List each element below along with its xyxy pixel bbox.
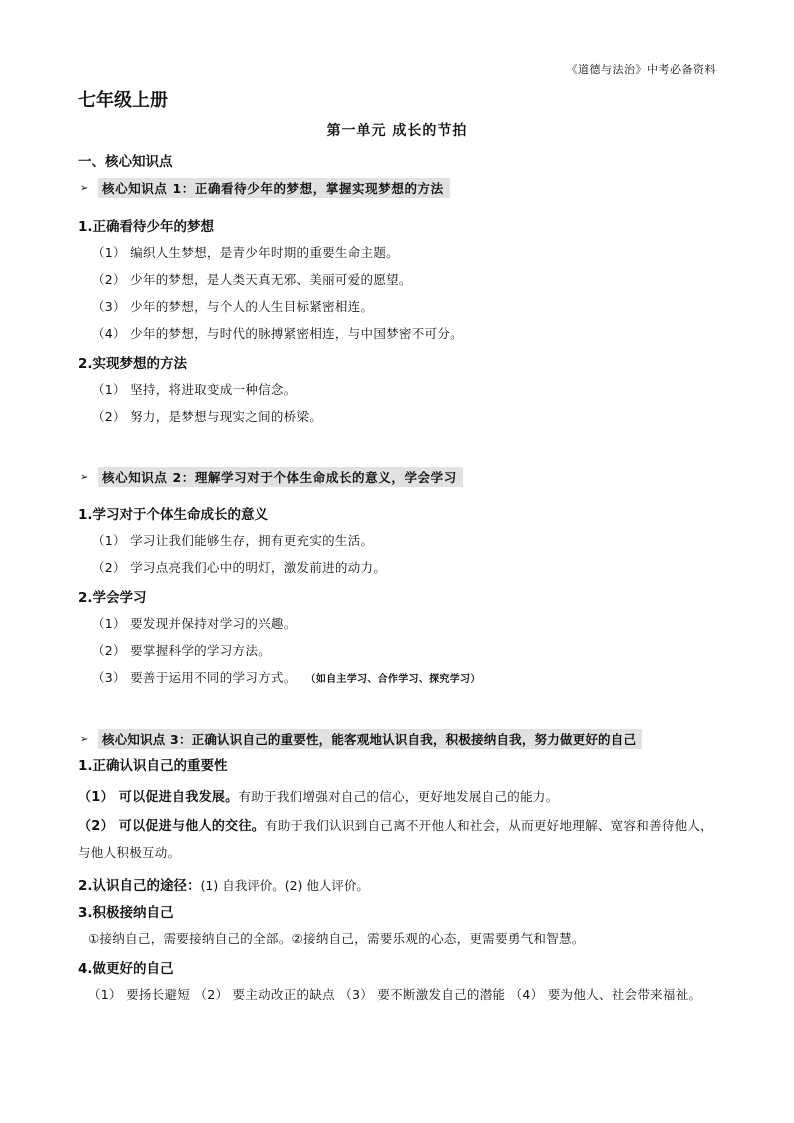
arrow-bullet-icon: ➢ bbox=[80, 471, 89, 483]
paragraph bbox=[78, 786, 718, 805]
subheading: 2.实现梦想的方法 bbox=[78, 356, 188, 372]
subheading: 1.正确认识自己的重要性 bbox=[78, 758, 228, 774]
knowledge-point-label: 核心知识点 3：正确认识自己的重要性，能客观地认识自我，积极接纳自我，努力做更好的自己 bbox=[98, 729, 642, 749]
subheading bbox=[78, 874, 369, 894]
subheading: 2.学会学习 bbox=[78, 590, 147, 606]
list-item: （2） 学习点亮我们心中的明灯，激发前进的动力。 bbox=[92, 560, 387, 575]
running-header: 《道德与法治》中考必备资料 bbox=[566, 63, 716, 76]
arrow-bullet-icon: ➢ bbox=[80, 733, 89, 745]
paragraph-lead: （1） 可以促进自我发展。 bbox=[78, 790, 239, 805]
list-item-note: （如自主学习、合作学习、探究学习） bbox=[310, 674, 481, 685]
list-item: （2） 少年的梦想，是人类天真无邪、美丽可爱的愿望。 bbox=[92, 272, 412, 287]
knowledge-point-2 bbox=[80, 467, 463, 487]
subheading-label: 2.认识自己的途径： bbox=[78, 878, 201, 894]
section-title: 一、核心知识点 bbox=[78, 154, 173, 170]
knowledge-point-label: 核心知识点 1：正确看待少年的梦想，掌握实现梦想的方法 bbox=[98, 178, 450, 198]
list-item: （2） 要掌握科学的学习方法。 bbox=[92, 643, 271, 658]
list-item: （1） 编织人生梦想，是青少年时期的重要生命主题。 bbox=[92, 245, 399, 260]
list-item: （2） 努力，是梦想与现实之间的桥梁。 bbox=[92, 409, 323, 424]
list-item: ①接纳自己，需要接纳自己的全部。②接纳自己，需要乐观的心态，更需要勇气和智慧。 bbox=[88, 931, 585, 946]
knowledge-point-1 bbox=[80, 178, 450, 198]
list-item bbox=[92, 668, 481, 686]
unit-title: 第一单元 成长的节拍 bbox=[326, 123, 468, 139]
list-item: （1） 坚持，将进取变成一种信念。 bbox=[92, 382, 297, 397]
paragraph bbox=[78, 813, 718, 866]
list-item: （4） 少年的梦想，与时代的脉搏紧密相连，与中国梦密不可分。 bbox=[92, 326, 463, 341]
arrow-bullet-icon: ➢ bbox=[80, 182, 89, 194]
knowledge-point-label: 核心知识点 2：理解学习对于个体生命成长的意义，学会学习 bbox=[98, 467, 463, 487]
paragraph-text: 有助于我们增强对自己的信心，更好地发展自己的能力。 bbox=[238, 789, 559, 804]
list-item: （1） 学习让我们能够生存，拥有更充实的生活。 bbox=[92, 533, 374, 548]
knowledge-point-3 bbox=[80, 729, 642, 749]
list-item: （1） 要发现并保持对学习的兴趣。 bbox=[92, 616, 297, 631]
list-item: （1） 要扬长避短 （2） 要主动改正的缺点 （3） 要不断激发自己的潜能 （4） 要为他人、社会带来福祉。 bbox=[88, 987, 702, 1002]
list-item: （3） 少年的梦想，与个人的人生目标紧密相连。 bbox=[92, 299, 374, 314]
subheading: 4.做更好的自己 bbox=[78, 961, 174, 977]
list-item-text: （3） 要善于运用不同的学习方式。 bbox=[92, 670, 297, 685]
subheading: 1.学习对于个体生命成长的意义 bbox=[78, 507, 269, 523]
grade-title: 七年级上册 bbox=[78, 90, 168, 111]
paragraph-lead: （2） 可以促进与他人的交往。 bbox=[78, 819, 266, 834]
paragraph-text: 有助于我们认识到自己离不开他人和社会，从而更好地理解、宽容和善待他人，与他人积极互动。 bbox=[78, 818, 714, 860]
subheading: 1.正确看待少年的梦想 bbox=[78, 219, 215, 235]
subheading: 3.积极接纳自己 bbox=[78, 905, 174, 921]
subheading-text: (1) 自我评价。(2) 他人评价。 bbox=[200, 878, 369, 893]
